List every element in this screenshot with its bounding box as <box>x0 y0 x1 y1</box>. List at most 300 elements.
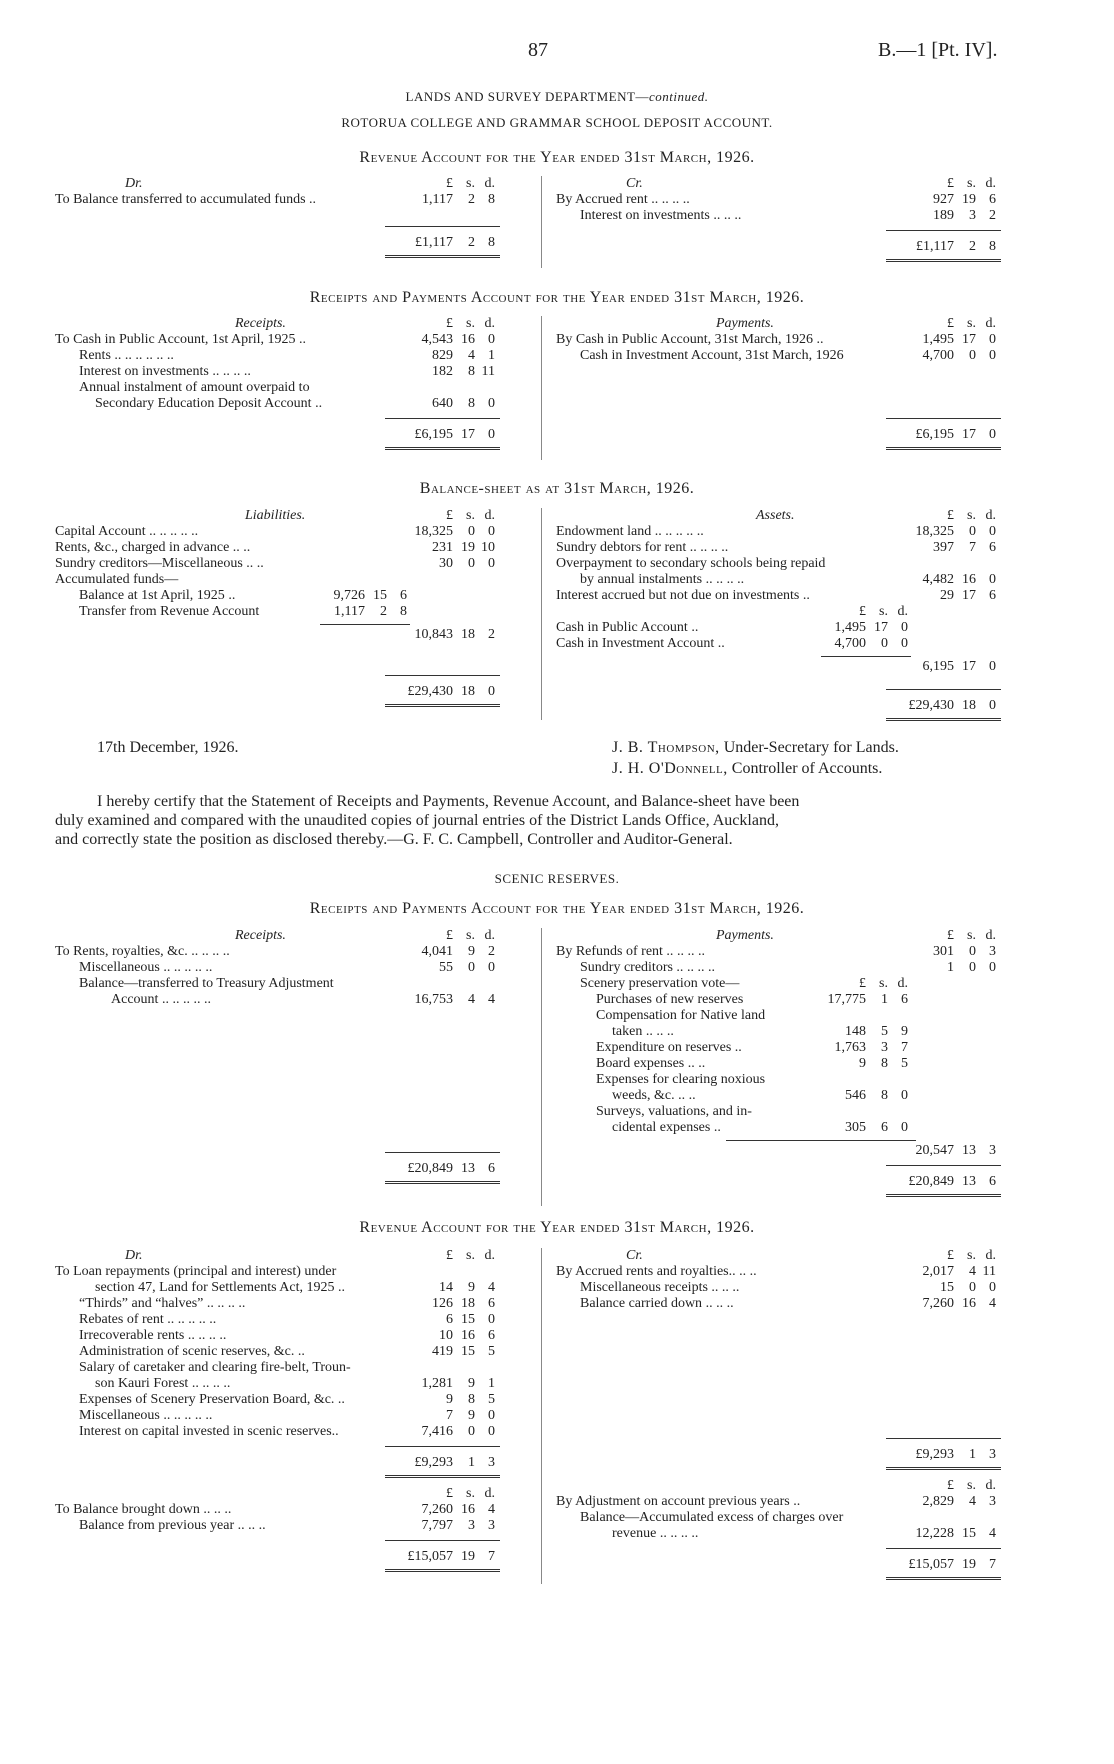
pounds-cell: 231 <box>432 540 453 555</box>
column-header-row <box>556 976 1026 992</box>
total-row <box>55 684 525 700</box>
row-label: Overpayment to secondary schools being repaid <box>556 556 826 571</box>
total-row <box>55 427 525 443</box>
payments-2-side <box>556 928 1026 1197</box>
column-divider <box>541 508 542 720</box>
double-rule <box>886 447 1001 450</box>
assets-side <box>556 508 1026 721</box>
shillings-cell: 8 <box>468 1392 475 1407</box>
total-rule <box>385 675 500 676</box>
pounds-header: £ <box>446 176 453 191</box>
pence-cell: 0 <box>989 427 996 442</box>
ledger-row <box>55 396 525 412</box>
pence-cell: 5 <box>488 1344 495 1359</box>
pence-cell: 2 <box>989 208 996 223</box>
pence-header: d. <box>484 1248 495 1263</box>
pence-cell: 4 <box>488 1502 495 1517</box>
spacer <box>556 1312 1026 1432</box>
ledger-row <box>55 1518 525 1534</box>
pence-cell: 0 <box>488 1312 495 1327</box>
row-label: Salary of caretaker and clearing fire-belt, Troun- <box>79 1360 351 1375</box>
ledger-row <box>55 192 525 208</box>
leader-dots: .. .. .. .. .. <box>159 960 213 975</box>
total-row <box>556 1557 1026 1573</box>
shillings-cell: 0 <box>468 1424 475 1439</box>
shillings-cell: 2 <box>380 604 387 619</box>
row-label: Expenses of Scenery Preservation Board, &c. .. <box>79 1392 345 1407</box>
row-label: To Loan repayments (principal and interest) under <box>55 1264 337 1279</box>
pounds-cell: 301 <box>933 944 954 959</box>
column-header-row <box>556 1478 1026 1494</box>
ledger-row <box>556 1024 1026 1040</box>
pence-cell: 6 <box>488 1161 495 1176</box>
pounds-cell: £20,849 <box>407 1161 453 1176</box>
pence-cell: 0 <box>989 698 996 713</box>
total-rule <box>886 1548 1001 1549</box>
pounds-cell: 20,547 <box>915 1143 954 1158</box>
total-row <box>55 235 525 251</box>
pence-cell: 3 <box>989 1494 996 1509</box>
row-label: By Cash in Public Account, 31st March, 1926 .. <box>556 332 824 347</box>
pence-header: d. <box>897 604 908 619</box>
shillings-cell: 0 <box>969 348 976 363</box>
pounds-header: £ <box>947 928 954 943</box>
shillings-cell: 17 <box>962 588 976 603</box>
shillings-cell: 1 <box>969 1447 976 1462</box>
leader-dots: .. <box>687 620 699 635</box>
row-label: Compensation for Native land <box>596 1008 766 1023</box>
spacer <box>55 1153 525 1161</box>
pence-cell: 4 <box>989 1296 996 1311</box>
shillings-cell: 8 <box>881 1088 888 1103</box>
pence-cell: 6 <box>400 588 407 603</box>
side-label: Cr. <box>626 176 643 191</box>
leader-dots: .. .. <box>674 1088 696 1103</box>
pence-cell: 3 <box>488 1455 495 1470</box>
sub-rule <box>821 656 911 657</box>
shillings-header: s. <box>879 976 888 991</box>
pounds-header: £ <box>446 508 453 523</box>
pounds-cell: 18,325 <box>915 524 954 539</box>
ledger-row <box>556 636 1026 652</box>
ledger-row <box>556 1296 1026 1312</box>
shillings-cell: 8 <box>468 364 475 379</box>
column-header-row <box>55 316 525 332</box>
ledger-row <box>55 1392 525 1408</box>
double-rule <box>385 1569 500 1572</box>
shillings-cell: 2 <box>468 192 475 207</box>
spacer <box>55 1447 525 1455</box>
pence-cell: 6 <box>488 1328 495 1343</box>
pounds-cell: 7,416 <box>421 1424 453 1439</box>
leader-dots: .. .. .. .. .. <box>651 524 704 539</box>
shillings-cell: 1 <box>468 1455 475 1470</box>
pounds-cell: 1,281 <box>421 1376 453 1391</box>
shillings-header: s. <box>967 1248 976 1263</box>
pence-header: d. <box>897 976 908 991</box>
row-label: taken .. .. .. <box>612 1024 674 1039</box>
spacer <box>55 419 525 427</box>
total-row <box>55 1455 525 1471</box>
vote-total-row <box>556 1143 1026 1159</box>
pence-cell: 8 <box>488 235 495 250</box>
pounds-cell: £20,849 <box>908 1174 954 1189</box>
side-label: Dr. <box>125 176 143 191</box>
shillings-cell: 15 <box>461 1312 475 1327</box>
pence-header: d. <box>985 176 996 191</box>
pence-header: d. <box>484 1486 495 1501</box>
spacer <box>55 1478 525 1486</box>
row-label: by annual instalments .. .. .. .. <box>580 572 745 587</box>
row-label: Secondary Education Deposit Account .. <box>95 396 323 411</box>
total-rule <box>886 1165 1001 1166</box>
pence-cell: 0 <box>989 659 996 674</box>
pounds-cell: 30 <box>439 556 453 571</box>
total-rule <box>385 418 500 419</box>
total-rule <box>385 226 500 227</box>
column-header-row <box>55 176 525 192</box>
leader-dots: .. .. .. <box>683 960 715 975</box>
row-label: Interest accrued but not due on investments .. <box>556 588 810 603</box>
pounds-cell: 14 <box>439 1280 453 1295</box>
row-label: son Kauri Forest .. .. .. .. <box>95 1376 231 1391</box>
pounds-cell: £15,057 <box>908 1557 954 1572</box>
ledger-row <box>55 1360 525 1376</box>
shillings-cell: 1 <box>881 992 888 1007</box>
leader-dots: .. .. .. .. <box>656 1526 699 1541</box>
shillings-cell: 19 <box>461 1549 475 1564</box>
column-divider <box>541 316 542 460</box>
spacer <box>556 690 1026 698</box>
shillings-header: s. <box>967 1478 976 1493</box>
shillings-cell: 17 <box>962 427 976 442</box>
receipts-payments-2-title: Receipts and Payments Account for the Year ended 31st March, 1926. <box>309 900 805 917</box>
pence-cell: 10 <box>481 540 495 555</box>
row-label: By Refunds of rent .. .. .. .. <box>556 944 705 959</box>
pounds-cell: 1,763 <box>834 1040 866 1055</box>
row-label: Scenery preservation vote— <box>580 976 740 991</box>
ledger-row <box>556 1056 1026 1072</box>
shillings-cell: 3 <box>468 1518 475 1533</box>
pence-cell: 6 <box>989 540 996 555</box>
pence-cell: 0 <box>488 556 495 571</box>
shillings-header: s. <box>466 176 475 191</box>
side-label: Dr. <box>125 1248 143 1263</box>
leader-dots: .. .. .. .. <box>702 572 745 587</box>
ledger-row <box>55 1344 525 1360</box>
pence-cell: 3 <box>989 1447 996 1462</box>
side-label: Payments. <box>716 928 774 943</box>
column-header-row <box>556 508 1026 524</box>
ledger-row <box>556 1264 1026 1280</box>
pounds-cell: 18,325 <box>414 524 453 539</box>
ledger-row <box>55 524 525 540</box>
pounds-cell: 927 <box>933 192 954 207</box>
shillings-cell: 17 <box>962 332 976 347</box>
pence-cell: 7 <box>989 1557 996 1572</box>
row-label: Irrecoverable rents .. .. .. .. <box>79 1328 227 1343</box>
ledger-row <box>55 1312 525 1328</box>
leader-dots: .. .. .. .. .. <box>145 524 199 539</box>
ledger-row <box>556 1040 1026 1056</box>
shillings-cell: 0 <box>969 960 976 975</box>
column-header-row <box>55 928 525 944</box>
pence-cell: 11 <box>982 1264 996 1279</box>
pence-cell: 0 <box>989 572 996 587</box>
pence-header: d. <box>985 1478 996 1493</box>
revenue-account-1-title: Revenue Account for the Year ended 31st March, 1926. <box>359 149 755 166</box>
pence-cell: 0 <box>989 960 996 975</box>
shillings-cell: 13 <box>962 1143 976 1158</box>
row-label: Rebates of rent .. .. .. .. .. <box>79 1312 217 1327</box>
shillings-cell: 16 <box>461 1328 475 1343</box>
pounds-cell: £29,430 <box>407 684 453 699</box>
total-row <box>556 427 1026 443</box>
receipts-payments-1-title: Receipts and Payments Account for the Year ended 31st March, 1926. <box>309 289 805 306</box>
total-rule <box>385 1540 500 1541</box>
revenue-2-debit-side <box>55 1248 525 1572</box>
row-label: Account .. .. .. .. .. <box>111 992 211 1007</box>
row-label: To Balance transferred to accumulated funds .. <box>55 192 317 207</box>
pounds-cell: £9,293 <box>915 1447 954 1462</box>
total-rule <box>886 418 1001 419</box>
pence-cell: 0 <box>989 524 996 539</box>
shillings-cell: 3 <box>969 208 976 223</box>
side-label: Receipts. <box>235 928 286 943</box>
ledger-row <box>55 332 525 348</box>
pence-cell: 8 <box>400 604 407 619</box>
pence-cell: 4 <box>488 992 495 1007</box>
pounds-cell: 9,726 <box>333 588 365 603</box>
row-label: Interest on capital invested in scenic reserves.. <box>79 1424 339 1439</box>
row-label: Cash in Investment Account .. <box>556 636 725 651</box>
pounds-cell: 305 <box>845 1120 866 1135</box>
row-label: Administration of scenic reserves, &c. .. <box>79 1344 305 1359</box>
row-label: Sundry debtors for rent .. .. .. .. <box>556 540 729 555</box>
ledger-row <box>556 1008 1026 1024</box>
ledger-row <box>556 192 1026 208</box>
pence-cell: 0 <box>488 396 495 411</box>
pence-cell: 2 <box>488 627 495 642</box>
certification-line-1: I hereby certify that the Statement of Receipts and Payments, Revenue Account, and Balance-sheet have been <box>97 793 800 810</box>
spacer <box>55 676 525 684</box>
pounds-header: £ <box>446 1486 453 1501</box>
receipts-2-side <box>55 928 525 1184</box>
pounds-cell: 9 <box>446 1392 453 1407</box>
pence-cell: 6 <box>989 1174 996 1189</box>
balance-sheet-title: Balance-sheet as at 31st March, 1926. <box>419 480 695 497</box>
ledger-row <box>556 1280 1026 1296</box>
leader-dots: .. .. .. .. .. <box>163 1312 217 1327</box>
column-header-row <box>55 1486 525 1502</box>
shillings-cell: 4 <box>969 1494 976 1509</box>
pounds-cell: £15,057 <box>407 1549 453 1564</box>
pence-cell: 4 <box>989 1526 996 1541</box>
pounds-cell: 126 <box>432 1296 453 1311</box>
row-label: Surveys, valuations, and in- <box>596 1104 752 1119</box>
total-rule <box>385 1446 500 1447</box>
leader-dots: .. .. .. .. <box>184 1328 227 1343</box>
pounds-cell: 1 <box>947 960 954 975</box>
leader-dots: .. .. .. .. <box>203 1296 246 1311</box>
pounds-cell: 6,195 <box>922 659 954 674</box>
leader-dots: .. .. .. <box>702 1296 734 1311</box>
pounds-cell: £6,195 <box>414 427 453 442</box>
leader-dots: .. .. .. .. <box>686 540 729 555</box>
shillings-cell: 15 <box>461 1344 475 1359</box>
total-row <box>556 698 1026 714</box>
spacer <box>55 643 525 669</box>
shillings-cell: 15 <box>962 1526 976 1541</box>
shillings-cell: 0 <box>468 556 475 571</box>
shillings-cell: 17 <box>461 427 475 442</box>
row-label: To Balance brought down .. .. .. <box>55 1502 232 1517</box>
spacer <box>55 208 525 220</box>
shillings-cell: 18 <box>461 684 475 699</box>
leader-dots: .. .. <box>684 1056 706 1071</box>
ledger-row <box>55 1328 525 1344</box>
shillings-cell: 18 <box>461 627 475 642</box>
page-number: 87 <box>528 39 548 61</box>
side-label: Assets. <box>756 508 795 523</box>
receipts-1-side <box>55 316 525 450</box>
pence-cell: 5 <box>488 1392 495 1407</box>
row-label: Miscellaneous .. .. .. .. .. <box>79 1408 213 1423</box>
pounds-cell: 17,775 <box>827 992 866 1007</box>
pence-cell: 0 <box>901 636 908 651</box>
shillings-cell: 19 <box>962 192 976 207</box>
row-label: Sundry creditors—Miscellaneous .. .. <box>55 556 264 571</box>
shillings-cell: 15 <box>373 588 387 603</box>
pounds-header: £ <box>947 1248 954 1263</box>
spacer <box>556 652 1026 656</box>
leader-dots: .. .. .. <box>709 208 742 223</box>
pence-cell: 1 <box>488 348 495 363</box>
ledger-row <box>556 620 1026 636</box>
column-header-row <box>556 604 1026 620</box>
column-header-row <box>55 1248 525 1264</box>
ledger-row <box>55 588 525 604</box>
revenue-2-credit-side <box>556 1248 1026 1580</box>
shillings-cell: 4 <box>468 992 475 1007</box>
shillings-cell: 16 <box>461 1502 475 1517</box>
leader-dots: .. <box>789 1494 801 1509</box>
payments-1-side <box>556 316 1026 450</box>
scenic-reserves-heading: SCENIC RESERVES. <box>494 871 620 886</box>
ledger-row <box>55 556 525 572</box>
department-heading: LANDS AND SURVEY DEPARTMENT—continued. <box>405 89 709 104</box>
pounds-cell: 10,843 <box>414 627 453 642</box>
shillings-cell: 18 <box>962 698 976 713</box>
row-label: Balance—Accumulated excess of charges over <box>580 1510 844 1525</box>
ledger-row <box>556 1526 1026 1542</box>
shillings-cell: 3 <box>881 1040 888 1055</box>
accum-total-row <box>55 627 525 643</box>
pounds-cell: £6,195 <box>915 427 954 442</box>
leader-dots: .. .. <box>242 556 264 571</box>
pounds-cell: 4,482 <box>922 572 954 587</box>
ledger-row <box>55 348 525 364</box>
signoff-date: 17th December, 1926. <box>97 739 239 756</box>
ledger-row <box>55 992 525 1008</box>
row-label: Rents .. .. .. .. .. .. <box>79 348 174 363</box>
side-label: Receipts. <box>235 316 286 331</box>
shillings-cell: 9 <box>468 1376 475 1391</box>
pence-header: d. <box>985 1248 996 1263</box>
page-reference: B.—1 [Pt. IV]. <box>878 39 998 61</box>
leader-dots: .. .. .. .. <box>187 944 230 959</box>
shillings-header: s. <box>466 316 475 331</box>
pence-cell: 0 <box>488 1408 495 1423</box>
shillings-header: s. <box>466 1248 475 1263</box>
pence-cell: 0 <box>989 348 996 363</box>
leader-dots: .. .. <box>735 1264 757 1279</box>
row-label: Cash in Investment Account, 31st March, 1926 <box>580 348 844 363</box>
pence-header: d. <box>484 316 495 331</box>
signature-1: J. B. Thompson, Under-Secretary for Lands. <box>612 739 899 756</box>
pounds-cell: 189 <box>933 208 954 223</box>
certification-line-3: and correctly state the position as disclosed thereby.—G. F. C. Campbell, Controller and Auditor-General. <box>55 831 733 848</box>
row-label: To Cash in Public Account, 1st April, 1925 .. <box>55 332 307 347</box>
ledger-row <box>55 1502 525 1518</box>
pence-cell: 6 <box>901 992 908 1007</box>
shillings-header: s. <box>466 508 475 523</box>
shillings-cell: 13 <box>461 1161 475 1176</box>
ledger-row <box>55 364 525 380</box>
double-rule <box>385 255 500 258</box>
leader-dots: .. .. .. <box>199 1502 232 1517</box>
pounds-cell: 182 <box>432 364 453 379</box>
total-row <box>55 1161 525 1177</box>
pounds-cell: 6 <box>446 1312 453 1327</box>
pence-cell: 0 <box>901 620 908 635</box>
leader-dots: .. .. .. .. <box>208 364 251 379</box>
ledger-row <box>556 1072 1026 1088</box>
pounds-cell: 7,260 <box>922 1296 954 1311</box>
shillings-cell: 0 <box>969 944 976 959</box>
pence-cell: 6 <box>989 588 996 603</box>
pence-cell: 0 <box>901 1120 908 1135</box>
row-label: Endowment land .. .. .. .. .. <box>556 524 704 539</box>
pence-cell: 9 <box>901 1024 908 1039</box>
ledger-row <box>556 960 1026 976</box>
leader-dots: .. .. <box>244 1518 266 1533</box>
spacer <box>55 227 525 235</box>
pence-cell: 0 <box>488 1424 495 1439</box>
column-header-row <box>556 1248 1026 1264</box>
shillings-cell: 0 <box>468 960 475 975</box>
pounds-cell: £29,430 <box>908 698 954 713</box>
row-label: Transfer from Revenue Account <box>79 604 260 619</box>
pounds-cell: 2,829 <box>922 1494 954 1509</box>
row-label: Balance from previous year .. .. .. <box>79 1518 266 1533</box>
college-account-heading: ROTORUA COLLEGE AND GRAMMAR SCHOOL DEPOSIT ACCOUNT. <box>341 115 773 130</box>
pounds-cell: 55 <box>439 960 453 975</box>
double-rule <box>886 1577 1001 1580</box>
pence-cell: 2 <box>488 944 495 959</box>
shillings-cell: 17 <box>962 659 976 674</box>
row-label: section 47, Land for Settlements Act, 1925 .. <box>95 1280 346 1295</box>
total-row <box>55 1549 525 1565</box>
pounds-cell: 4,700 <box>834 636 866 651</box>
pence-cell: 1 <box>488 1376 495 1391</box>
pence-cell: 3 <box>989 1143 996 1158</box>
spacer <box>556 1549 1026 1557</box>
ledger-row <box>55 1408 525 1424</box>
ledger-row <box>55 1264 525 1280</box>
pounds-header: £ <box>859 604 866 619</box>
total-row <box>556 1447 1026 1463</box>
